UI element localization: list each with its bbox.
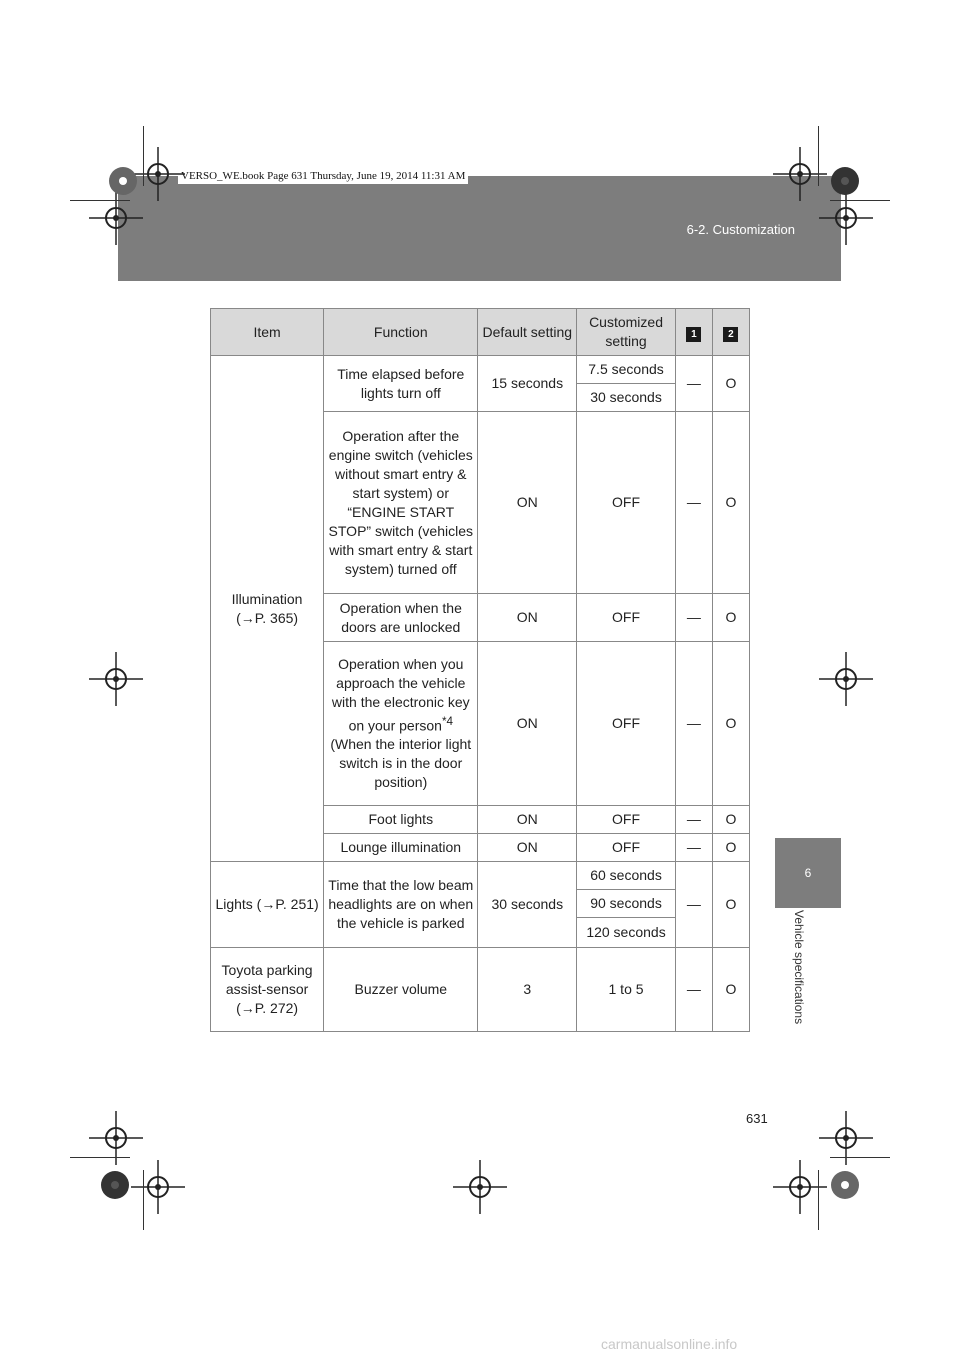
customized-cell: 1 to 5 bbox=[577, 948, 676, 1032]
function-cell bbox=[324, 642, 478, 806]
col2-cell: O bbox=[712, 862, 749, 948]
function-cell: Time that the low beam headlights are on when the vehicle is parked bbox=[324, 862, 478, 948]
customized-cell: 30 seconds bbox=[577, 384, 676, 412]
customization-table bbox=[210, 308, 750, 1032]
customized-cell: OFF bbox=[577, 412, 676, 594]
header-customized: Customized setting bbox=[577, 309, 676, 356]
crop-line bbox=[830, 1157, 890, 1158]
col2-cell: O bbox=[712, 594, 749, 642]
customized-cell: 7.5 seconds bbox=[577, 356, 676, 384]
function-cell: Lounge illumination bbox=[324, 834, 478, 862]
function-cell: Foot lights bbox=[324, 806, 478, 834]
col1-cell: — bbox=[675, 412, 712, 594]
registration-mark-mid-right bbox=[819, 652, 873, 706]
col1-cell: — bbox=[675, 862, 712, 948]
item-lights: Lights (→P. 251) bbox=[211, 862, 324, 948]
table-row bbox=[211, 948, 750, 1032]
default-cell: ON bbox=[478, 834, 577, 862]
col2-box: 2 bbox=[723, 327, 738, 342]
function-cell: Buzzer volume bbox=[324, 948, 478, 1032]
crop-line bbox=[70, 200, 130, 201]
col1-cell: — bbox=[675, 948, 712, 1032]
col1-cell: — bbox=[675, 356, 712, 412]
crop-line bbox=[143, 1170, 144, 1230]
col2-cell: O bbox=[712, 834, 749, 862]
col2-cell: O bbox=[712, 642, 749, 806]
section-title: 6-2. Customization bbox=[686, 222, 795, 237]
function-cell: Operation when the doors are unlocked bbox=[324, 594, 478, 642]
table-row bbox=[211, 356, 750, 384]
col2-cell: O bbox=[712, 806, 749, 834]
crop-line bbox=[143, 126, 144, 186]
default-cell: 15 seconds bbox=[478, 356, 577, 412]
header-col2 bbox=[712, 309, 749, 356]
function-cell: Operation after the engine switch (vehicles without smart entry & start system) or “ENGINE START STOP” switch (vehicles with smart entry & start system) turned off bbox=[324, 412, 478, 594]
registration-mark-mid-left bbox=[89, 652, 143, 706]
customized-cell: OFF bbox=[577, 806, 676, 834]
chapter-label: Vehicle specifications bbox=[792, 910, 806, 1025]
default-cell: 3 bbox=[478, 948, 577, 1032]
header-item: Item bbox=[211, 309, 324, 356]
col1-cell: — bbox=[675, 642, 712, 806]
col2-cell: O bbox=[712, 356, 749, 412]
book-stamp: VERSO_WE.book Page 631 Thursday, June 19, 2014 11:31 AM bbox=[178, 168, 468, 184]
footnote-ref: *4 bbox=[441, 714, 453, 728]
registration-mark-bottom-center bbox=[453, 1160, 507, 1214]
customized-cell: OFF bbox=[577, 642, 676, 806]
function-cell: Time elapsed before lights turn off bbox=[324, 356, 478, 412]
crop-line bbox=[70, 1157, 130, 1158]
default-cell: ON bbox=[478, 806, 577, 834]
customized-cell: 90 seconds bbox=[577, 890, 676, 918]
footer-site: carmanualsonline.info bbox=[601, 1336, 738, 1352]
function-note: (When the interior light switch is in the door position) bbox=[330, 736, 472, 791]
chapter-tab: 6 bbox=[775, 838, 841, 908]
default-cell: ON bbox=[478, 594, 577, 642]
header-function: Function bbox=[324, 309, 478, 356]
default-cell: ON bbox=[478, 412, 577, 594]
star-target-bottom-left bbox=[88, 1158, 142, 1212]
item-illumination: Illumination (→P. 365) bbox=[211, 356, 324, 862]
function-text: Operation when you approach the vehicle with the electronic key on your person bbox=[331, 655, 470, 734]
customized-cell: 60 seconds bbox=[577, 862, 676, 890]
col1-box: 1 bbox=[686, 327, 701, 342]
header-band bbox=[118, 176, 841, 281]
customized-cell: 120 seconds bbox=[577, 918, 676, 948]
header-default: Default setting bbox=[478, 309, 577, 356]
col1-cell: — bbox=[675, 806, 712, 834]
col2-cell: O bbox=[712, 412, 749, 594]
default-cell: 30 seconds bbox=[478, 862, 577, 948]
col2-cell: O bbox=[712, 948, 749, 1032]
table-header-row bbox=[211, 309, 750, 356]
customized-cell: OFF bbox=[577, 594, 676, 642]
crop-line bbox=[830, 200, 890, 201]
customized-cell: OFF bbox=[577, 834, 676, 862]
table-row bbox=[211, 862, 750, 890]
item-parking-assist: Toyota parking assist-sensor (→P. 272) bbox=[211, 948, 324, 1032]
col1-cell: — bbox=[675, 834, 712, 862]
crop-line bbox=[818, 1170, 819, 1230]
page-number: 631 bbox=[746, 1111, 768, 1126]
star-target-bottom-right bbox=[818, 1158, 872, 1212]
header-col1 bbox=[675, 309, 712, 356]
default-cell: ON bbox=[478, 642, 577, 806]
col1-cell: — bbox=[675, 594, 712, 642]
crop-line bbox=[818, 126, 819, 186]
